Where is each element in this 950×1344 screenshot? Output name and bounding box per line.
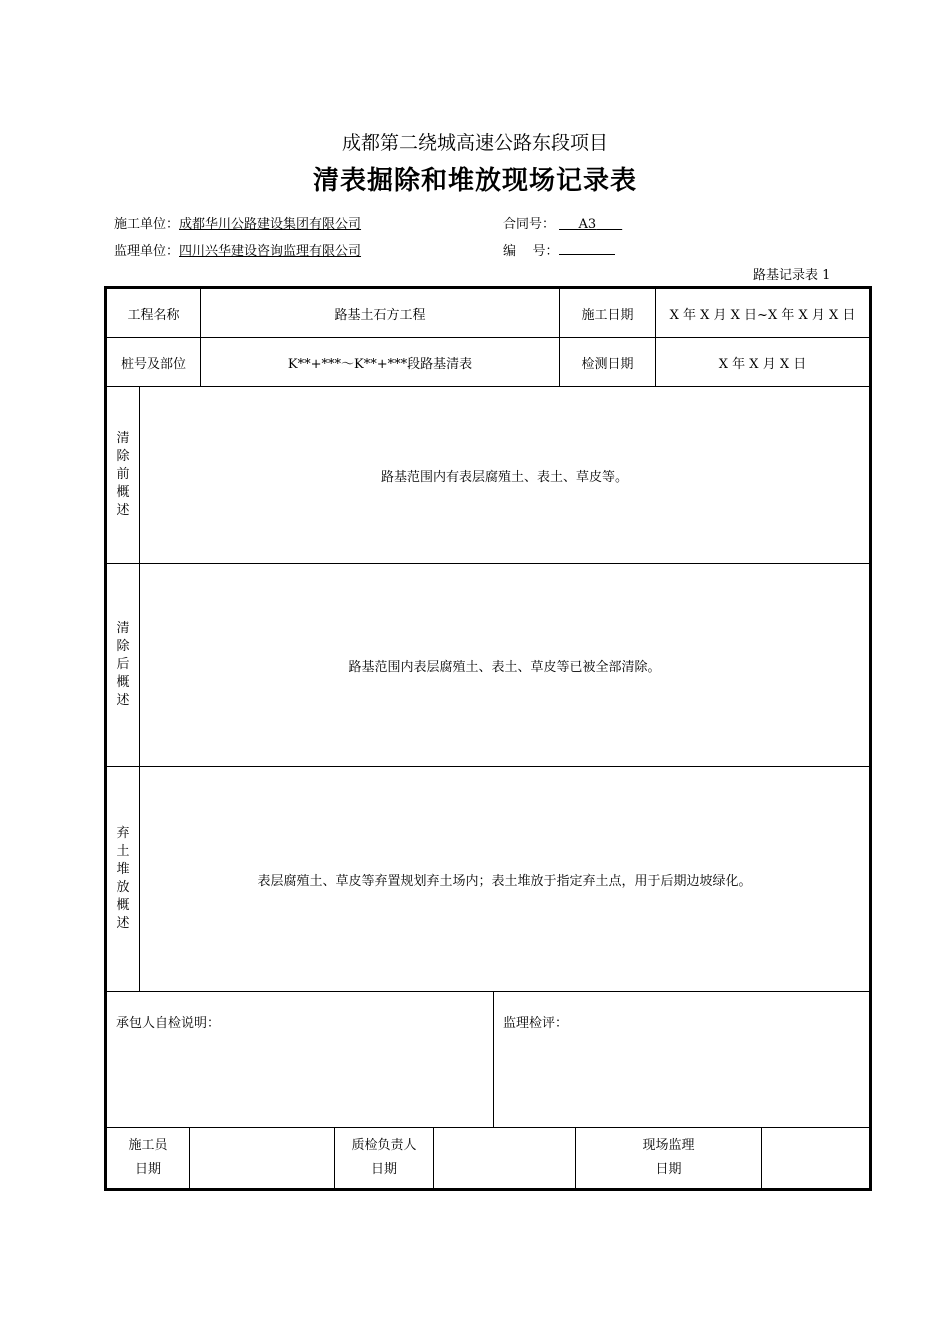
station-label: 桩号及部位 <box>120 356 186 372</box>
after-clearing-label: 清 除 后 概 述 <box>116 621 130 708</box>
builder-signature-field[interactable] <box>190 1128 334 1188</box>
supervisor-value: 四川兴华建设咨询监理有限公司 <box>179 244 362 259</box>
contractor-value: 成都华川公路建设集团有限公司 <box>179 217 362 232</box>
project-name-value: 路基土石方工程 <box>334 307 426 323</box>
builder-signature-label: 施工员 日期 <box>128 1138 168 1177</box>
supervisor-review-label: 监理检评： <box>503 1016 569 1031</box>
serial-no-line <box>503 240 615 259</box>
disposal-label: 弃 土 堆 放 概 述 <box>116 826 130 931</box>
qc-signature-field[interactable] <box>434 1128 575 1188</box>
after-clearing-text: 路基范围内表层腐殖土、表土、草皮等已被全部清除。 <box>348 659 661 675</box>
serial-no-label: 编 号： <box>503 244 559 259</box>
qc-signature-label: 质检负责人 日期 <box>351 1138 417 1177</box>
page-title: 清表掘除和堆放现场记录表 <box>312 166 637 196</box>
construction-date-label: 施工日期 <box>581 307 634 323</box>
before-clearing-text: 路基范围内有表层腐殖土、表土、草皮等。 <box>380 469 628 485</box>
form-code: 路基记录表 1 <box>753 268 831 283</box>
record-table <box>104 286 872 1191</box>
contract-no-underline <box>555 217 626 232</box>
project-subtitle: 成都第二绕城高速公路东段项目 <box>341 132 608 154</box>
inspection-date-label: 检测日期 <box>581 356 634 372</box>
supervisor-line <box>114 240 361 259</box>
before-clearing-label: 清 除 前 概 述 <box>116 431 130 518</box>
contractor-self-check-label: 承包人自检说明： <box>116 1016 221 1031</box>
contractor-label: 施工单位： <box>114 217 180 232</box>
construction-date-value: X 年 X 月 X 日~X 年 X 月 X 日 <box>669 307 856 323</box>
serial-no-blank <box>559 242 615 255</box>
disposal-text: 表层腐殖土、草皮等弃置规划弃土场内；表土堆放于指定弃土点，用于后期边坡绿化。 <box>257 873 752 889</box>
project-name-label: 工程名称 <box>127 307 180 323</box>
contractor-line <box>114 213 361 232</box>
contract-no-value: A3 <box>578 217 597 232</box>
inspection-date-value: X 年 X 月 X 日 <box>718 356 807 372</box>
contract-no-line <box>503 213 626 232</box>
field-supervisor-signature-field[interactable] <box>762 1128 869 1188</box>
station-value: K**+***～K**+***段路基清表 <box>287 356 473 372</box>
supervisor-label: 监理单位： <box>114 244 180 259</box>
field-supervisor-signature-label: 现场监理 日期 <box>642 1138 695 1177</box>
contract-no-label: 合同号： <box>503 217 556 232</box>
